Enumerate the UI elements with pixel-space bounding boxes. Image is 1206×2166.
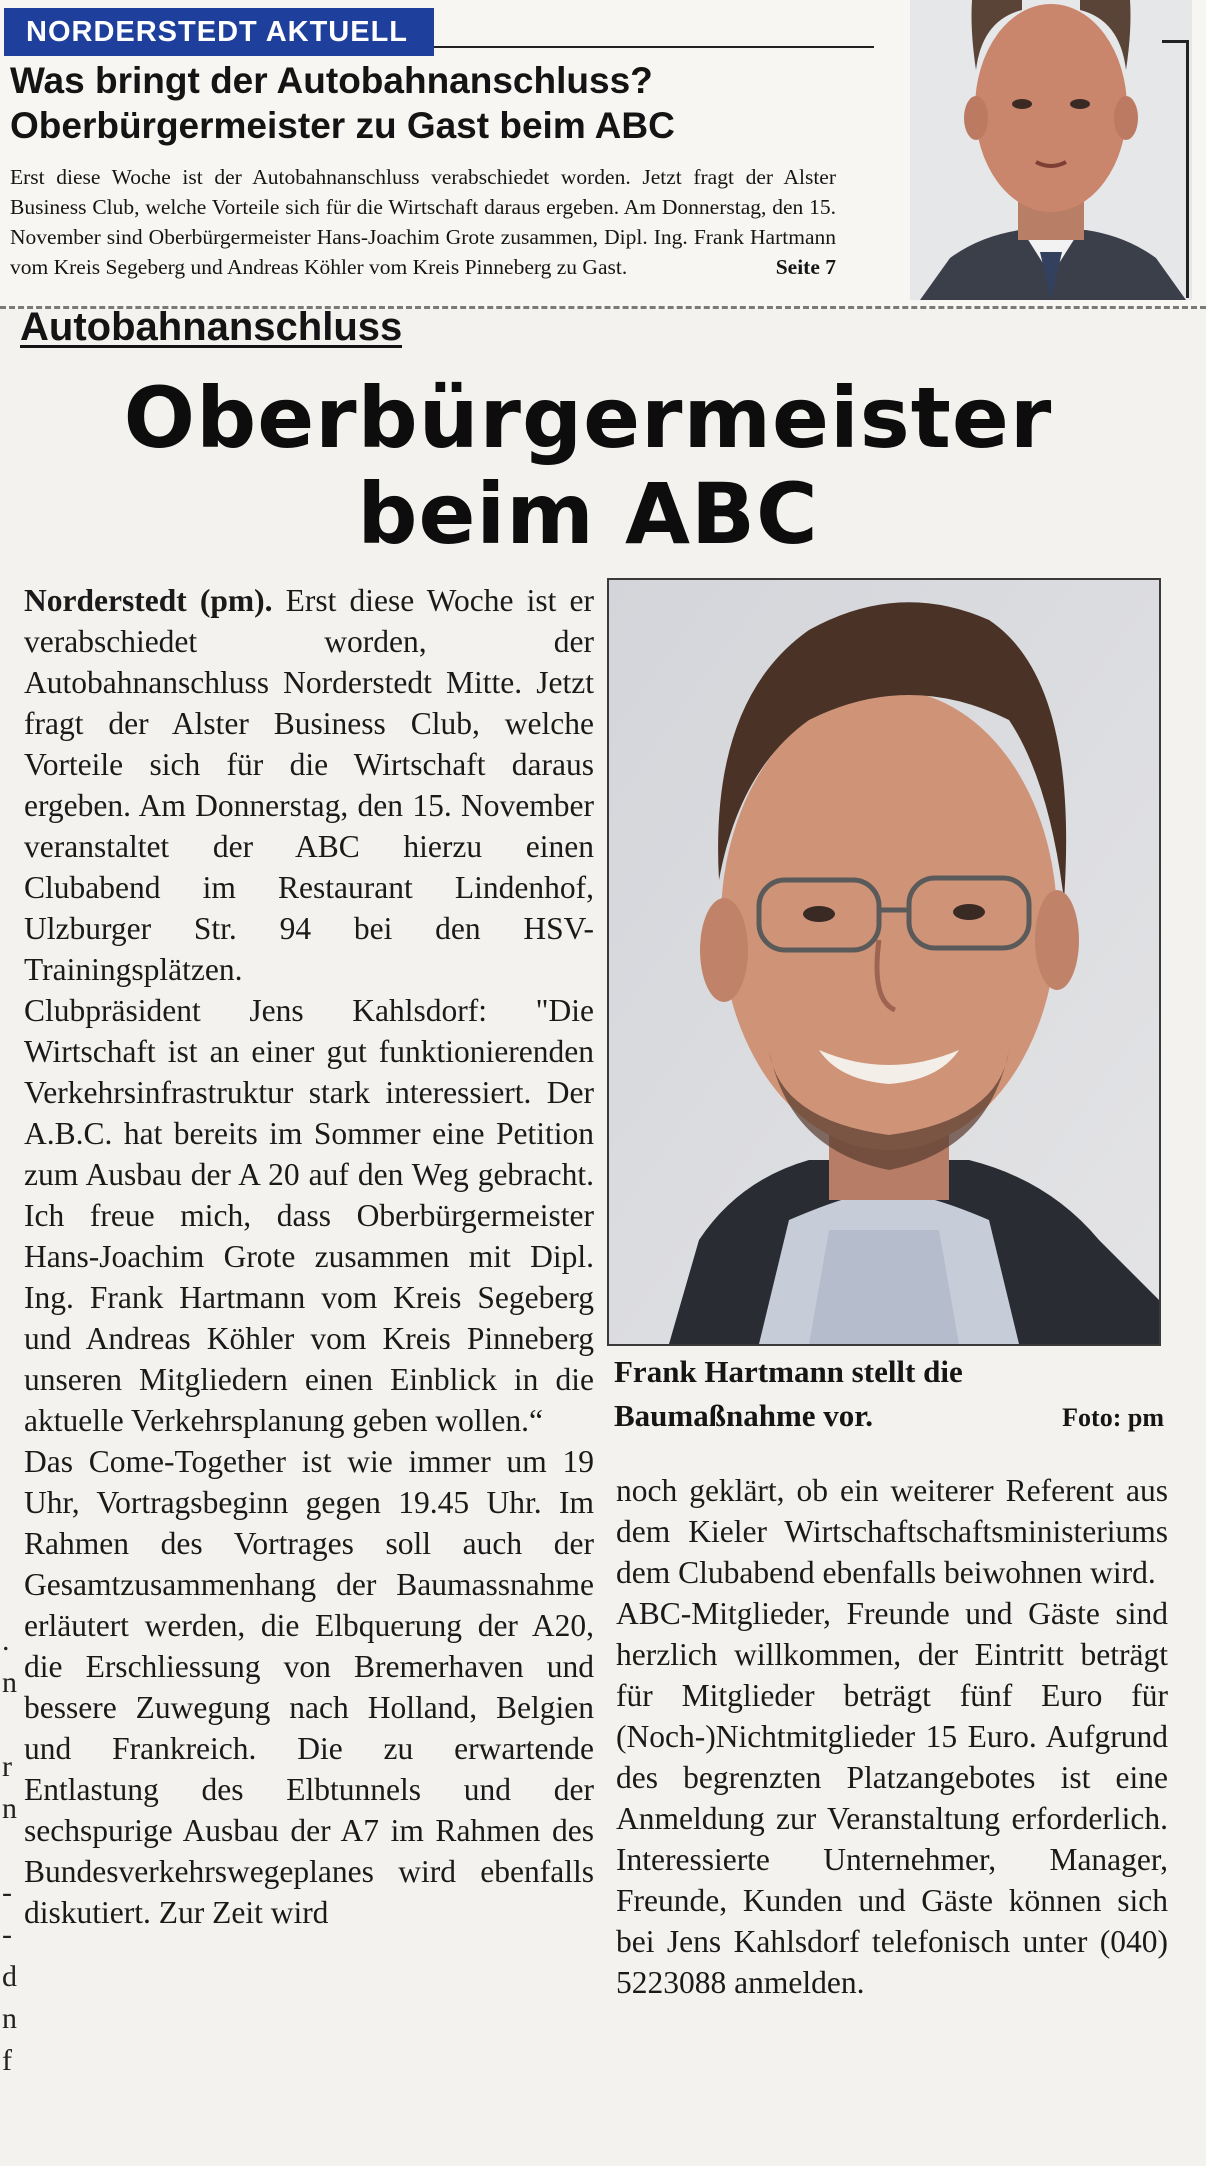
headline-line-2: beim ABC (357, 465, 819, 563)
section-rubric: NORDERSTEDT AKTUELL (4, 8, 434, 56)
portrait-photo-icon (609, 580, 1159, 1344)
fragment: d (2, 1960, 17, 1993)
fragment: r (2, 1750, 12, 1783)
fragment: f (2, 2044, 12, 2077)
rubric-rule (434, 46, 874, 48)
fragment (2, 1704, 26, 1746)
article-photo (607, 578, 1161, 1346)
caption-text: Frank Hartmann stellt die Baumaßnahme vor. (614, 1354, 963, 1433)
fragment: n (2, 1792, 17, 1825)
adjacent-column-fragments (2, 1620, 26, 2082)
portrait-illustration-icon (910, 0, 1192, 300)
fragment (2, 1830, 26, 1872)
photo-caption (614, 1350, 1164, 1440)
fragment: - (2, 1876, 12, 1909)
teaser-headline-line-1: Was bringt der Autobahnanschluss? (10, 60, 653, 101)
article-paragraph-registration: ABC-Mitglieder, Freunde und Gäste sind herzlich willkommen, der Eintritt beträgt für Mitglieder beträgt fünf Euro für (Noch-)Nichtmitglieder 15 Euro. Aufgrund des begrenzten Platzangebotes ist eine Anmeldung zur Veranstaltung erforderlich. Interessierte Unternehmer, Manager, Freunde, Kunden und Gäste können sich bei Jens Kahlsdorf telefonisch unter (040) 5223088 anmelden. (616, 1596, 1168, 2000)
frame-corner (1162, 40, 1189, 43)
teaser-box (0, 0, 1206, 309)
fragment: - (2, 1918, 12, 1951)
frame-line (1186, 40, 1189, 298)
article-column-left (24, 580, 594, 1933)
article-headline (0, 370, 1206, 562)
article-paragraph-continuation: noch geklärt, ob ein weiterer Referent aus dem Kieler Wirtschaftschaftsministeriums dem Clubabend ebenfalls beiwohnen wird. (616, 1473, 1168, 1590)
fragment: n (2, 1666, 17, 1699)
article-kicker: Autobahnanschluss (20, 305, 403, 348)
page-reference[interactable]: Seite 7 (775, 255, 836, 279)
teaser-portrait-photo (910, 0, 1192, 300)
fragment: . (2, 1624, 10, 1657)
teaser-headline (10, 58, 870, 148)
article-paragraph (24, 580, 594, 990)
article-paragraph-program: Das Come-Together ist wie immer um 19 Uhr, Vortragsbeginn gegen 19.45 Uhr. Im Rahmen des Vortrages soll auch der Gesamtzusammenhang der Baumassnahme erläutert werden, die Elbquerung der A20, die Erschliessung von Bremerhaven und bessere Zuwegung nach Holland, Belgien und Frankreich. Die zu erwartende Entlastung des Elbtunnels und der sechspurige Ausbau der A7 im Rahmen des Bundesverkehrswegeplanes wird ebenfalls diskutiert. Zur Zeit wird (24, 1444, 594, 1930)
headline-line-1: Oberbürgermeister (123, 369, 1053, 467)
article-paragraph-quote: Clubpräsident Jens Kahlsdorf: "Die Wirtschaft ist an einer gut funktionierenden Verkehrsinfrastruktur stark interessiert. Der A.B.C. hat bereits im Sommer eine Petition zum Ausbau der A 20 auf den Weg gebracht. Ich freue mich, dass Oberbürgermeister Hans-Joachim Grote zusammen mit Dipl. Ing. Frank Hartmann vom Kreis Segeberg und Andreas Köhler vom Kreis Pinneberg unseren Mitgliedern einen Einblick in die aktuelle Verkehrsplanung geben wollen.“ (24, 993, 594, 1438)
photo-credit: Foto: pm (1062, 1403, 1164, 1432)
paragraph-text: Erst diese Woche ist er verabschiedet worden, der Autobahnanschluss Norderstedt Mitte. Jetzt fragt der Alster Business Club, welche Vorteile sich für die Wirtschaft daraus ergeben. Am Donnerstag, den 15. November veranstaltet der ABC hierzu einen Clubabend im Restaurant Lindenhof, Ulzburger Str. 94 bei den HSV-Trainingsplätzen. (24, 583, 595, 987)
article-dateline: Norderstedt (pm). (24, 583, 273, 618)
teaser-body-text: Erst diese Woche ist der Autobahnanschluss verabschiedet worden. Jetzt fragt der Alster Business Club, welche Vorteile sich für die Wirtschaft daraus ergeben. Am Donnerstag, den 15. November sind Oberbürgermeister Hans-Joachim Grote zusammen, Dipl. Ing. Frank Hartmann vom Kreis Segeberg und Andreas Köhler vom Kreis Pinneberg zu Gast. (10, 165, 836, 279)
teaser-body (10, 162, 836, 282)
article-column-right (616, 1470, 1168, 2003)
fragment: n (2, 2002, 17, 2035)
teaser-headline-line-2: Oberbürgermeister zu Gast beim ABC (10, 105, 675, 146)
